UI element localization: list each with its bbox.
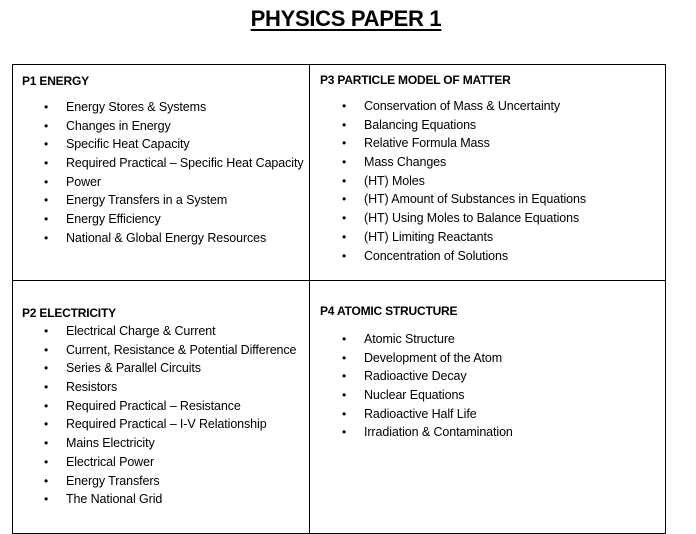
- topic-label: Resistors: [66, 380, 118, 395]
- bullet-icon: •: [342, 117, 347, 132]
- topic-label: Energy Efficiency: [66, 212, 161, 227]
- bullet-icon: •: [342, 388, 347, 403]
- page-title-text: PHYSICS PAPER 1: [250, 6, 442, 31]
- bullet-icon: •: [44, 156, 49, 171]
- topic-label: Concentration of Solutions: [364, 248, 509, 263]
- bullet-icon: •: [342, 155, 347, 170]
- list-item: [22, 378, 296, 397]
- topic-list: [22, 98, 303, 248]
- bullet-icon: •: [342, 173, 347, 188]
- list-item: [22, 453, 296, 472]
- bullet-icon: •: [44, 454, 49, 469]
- topic-label: Mains Electricity: [66, 436, 155, 451]
- list-item: [320, 153, 586, 172]
- topic-label: The National Grid: [66, 492, 163, 507]
- section-p3-particle-model: [320, 73, 586, 265]
- list-item: [22, 135, 303, 154]
- topic-label: (HT) Using Moles to Balance Equations: [364, 211, 580, 226]
- topic-label: (HT) Limiting Reactants: [364, 229, 493, 244]
- topic-label: Current, Resistance & Potential Difference: [66, 342, 297, 357]
- list-item: [22, 322, 296, 341]
- list-item: [22, 341, 296, 360]
- bullet-icon: •: [342, 406, 347, 421]
- bullet-icon: •: [44, 118, 49, 133]
- bullet-icon: •: [44, 137, 49, 152]
- bullet-icon: •: [44, 436, 49, 451]
- list-item: [22, 154, 303, 173]
- list-item: [22, 229, 303, 248]
- topic-label: Atomic Structure: [364, 332, 455, 346]
- list-item: [22, 490, 296, 509]
- list-item: [320, 228, 586, 247]
- list-item: [22, 359, 296, 378]
- topic-label: Electrical Power: [66, 454, 155, 469]
- topic-list: [320, 330, 513, 442]
- topic-label: Radioactive Half Life: [364, 406, 477, 421]
- bullet-icon: •: [44, 473, 49, 488]
- bullet-icon: •: [342, 192, 347, 207]
- bullet-icon: •: [44, 398, 49, 413]
- bullet-icon: •: [342, 332, 347, 346]
- bullet-icon: •: [44, 361, 49, 376]
- section-heading: P4 ATOMIC STRUCTURE: [320, 304, 458, 318]
- list-item: [22, 173, 303, 192]
- section-heading: P3 PARTICLE MODEL OF MATTER: [320, 73, 511, 87]
- section-p4-atomic-structure: [320, 304, 513, 442]
- bullet-icon: •: [44, 417, 49, 432]
- topic-label: (HT) Amount of Substances in Equations: [364, 192, 587, 207]
- bullet-icon: •: [44, 492, 49, 507]
- bullet-icon: •: [342, 425, 347, 440]
- list-item: [22, 472, 296, 491]
- bullet-icon: •: [44, 230, 49, 245]
- list-item: [320, 116, 586, 135]
- topic-label: Mass Changes: [364, 155, 447, 170]
- topic-label: Energy Stores & Systems: [66, 100, 207, 114]
- section-heading: P1 ENERGY: [22, 74, 89, 88]
- list-item: [320, 247, 586, 266]
- list-item: [320, 134, 586, 153]
- bullet-icon: •: [342, 99, 347, 113]
- topic-label: Relative Formula Mass: [364, 136, 490, 151]
- topic-label: Conservation of Mass & Uncertainty: [364, 99, 560, 113]
- bullet-icon: •: [44, 324, 49, 338]
- topic-label: National & Global Energy Resources: [66, 230, 267, 245]
- list-item: [320, 423, 513, 442]
- bullet-icon: •: [342, 229, 347, 244]
- topic-label: Irradiation & Contamination: [364, 425, 513, 440]
- list-item: [320, 367, 513, 386]
- bullet-icon: •: [44, 380, 49, 395]
- topic-label: Balancing Equations: [364, 117, 477, 132]
- topic-label: Series & Parallel Circuits: [66, 361, 201, 376]
- topic-label: Required Practical – I-V Relationship: [66, 417, 267, 432]
- list-item: [320, 349, 513, 368]
- list-item: [22, 210, 303, 229]
- list-item: [22, 191, 303, 210]
- list-item: [22, 397, 296, 416]
- topic-label: Nuclear Equations: [364, 388, 465, 403]
- topic-label: (HT) Moles: [364, 173, 425, 188]
- section-p1-energy: [22, 74, 303, 248]
- list-item: [320, 330, 513, 349]
- page-title: [0, 6, 692, 32]
- bullet-icon: •: [342, 136, 347, 151]
- list-item: [320, 209, 586, 228]
- topic-label: Radioactive Decay: [364, 369, 467, 384]
- topic-label: Required Practical – Resistance: [66, 398, 241, 413]
- bullet-icon: •: [44, 342, 49, 357]
- topic-label: Required Practical – Specific Heat Capacity: [66, 156, 304, 171]
- topic-list: [320, 97, 586, 265]
- bullet-icon: •: [44, 193, 49, 208]
- list-item: [22, 415, 296, 434]
- list-item: [320, 386, 513, 405]
- bullet-icon: •: [342, 369, 347, 384]
- row-divider: [13, 280, 665, 281]
- topic-label: Energy Transfers: [66, 473, 160, 488]
- list-item: [320, 97, 586, 116]
- list-item: [320, 190, 586, 209]
- bullet-icon: •: [44, 100, 49, 114]
- section-heading: P2 ELECTRICITY: [22, 306, 116, 320]
- list-item: [320, 405, 513, 424]
- column-divider: [309, 65, 310, 533]
- topic-label: Energy Transfers in a System: [66, 193, 228, 208]
- bullet-icon: •: [44, 174, 49, 189]
- list-item: [320, 172, 586, 191]
- bullet-icon: •: [342, 211, 347, 226]
- section-p2-electricity: [22, 306, 296, 509]
- list-item: [22, 434, 296, 453]
- topic-label: Electrical Charge & Current: [66, 324, 216, 338]
- topic-label: Changes in Energy: [66, 118, 171, 133]
- bullet-icon: •: [342, 350, 347, 365]
- list-item: [22, 117, 303, 136]
- topic-label: Specific Heat Capacity: [66, 137, 190, 152]
- topic-label: Power: [66, 174, 101, 189]
- list-item: [22, 98, 303, 117]
- bullet-icon: •: [44, 212, 49, 227]
- bullet-icon: •: [342, 248, 347, 263]
- topic-list: [22, 322, 296, 509]
- topics-table: [12, 64, 666, 534]
- topic-label: Development of the Atom: [364, 350, 503, 365]
